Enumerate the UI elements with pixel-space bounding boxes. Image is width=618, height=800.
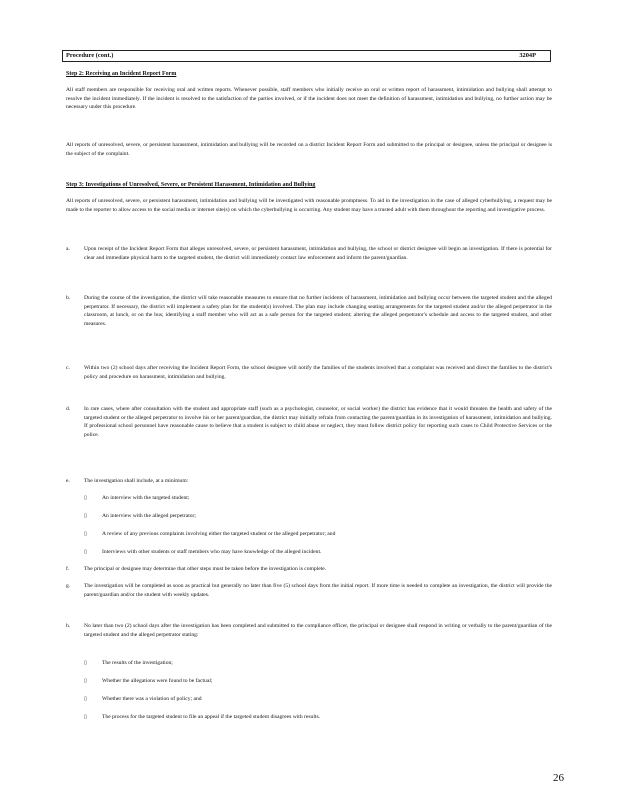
list-item: ▯ An interview with the alleged perpetrator; <box>84 513 196 519</box>
bullet-icon: ▯ <box>84 513 87 519</box>
list-item: ▯ Interviews with other students or staff members who may have knowledge of the alleged incident. <box>84 549 322 555</box>
list-item: ▯ A review of any previous complaints involving either the targeted student or the alleged perpetrator; and <box>84 531 336 537</box>
step2-paragraph-2: All reports of unresolved, severe, or persistent harassment, intimidation and bullying will be recorded on a district Incident Report Form and submitted to the principal or designee, unless the principal or designee is the subject of the complaint. <box>66 142 552 157</box>
procedure-header <box>62 50 551 62</box>
list-item: ▯ Whether the allegations were found to be factual; <box>84 678 213 684</box>
list-item: ▯ The process for the targeted student to file an appeal if the targeted student disagrees with results. <box>84 714 321 720</box>
bullet-icon: ▯ <box>84 714 87 720</box>
step3-title: Step 3: Investigations of Unresolved, Severe, or Persistent Harassment, Intimidation and Bullying <box>66 182 316 188</box>
step2-paragraph-1: All staff members are responsible for receiving oral and written reports. Whenever possible, staff members who initially receive an oral or written report of harassment, intimidation and bullying shall attempt to resolve the incident immediately. If the incident is resolved to the satisfaction of the parties involved, or if the incident does not meet the definition of harassment, intimidation and bullying, no further action may be necessary under this procedure. <box>66 87 552 111</box>
policy-code: 3204P <box>519 52 536 59</box>
page-number: 26 <box>553 772 564 784</box>
bullet-icon: ▯ <box>84 678 87 684</box>
bullet-icon: ▯ <box>84 495 87 501</box>
list-item: ▯ An interview with the targeted student; <box>84 495 190 501</box>
bullet-icon: ▯ <box>84 696 87 702</box>
list-item-a: a. Upon receipt of the Incident Report Form that alleges unresolved, severe, or persistent harassment, intimidation and bullying, the school or district designee will begin an investigation. If there is potential for clear and immediate physical harm to the targeted student, the district will immediately contact law enforcement and inform the parent/guardian. <box>66 246 552 261</box>
bullet-icon: ▯ <box>84 660 87 666</box>
list-item: ▯ The results of the investigation; <box>84 660 173 666</box>
list-item-h: h. No later than two (2) school days after the investigation has been completed and submitted to the compliance officer, the principal or designee shall respond in writing or verbally to the parent/guardian of the targeted student and the alleged perpetrator stating: <box>66 623 552 638</box>
list-item-e: e. The investigation shall include, at a minimum: <box>66 478 189 484</box>
bullet-icon: ▯ <box>84 549 87 555</box>
list-item-g: g. The investigation will be completed as soon as practical but generally no later than five (5) school days from the initial report. If more time is needed to complete an investigation, the district will provide the parent/guardian and/or the student with weekly updates. <box>66 583 552 598</box>
list-item: ▯ Whether there was a violation of policy; and <box>84 696 202 702</box>
list-item-d: d. In rare cases, where after consultation with the student and appropriate staff (such as a psychologist, counselor, or social worker) the district has evidence that it would threaten the health and safety of the targeted student or the alleged perpetrator to involve his or her parent/guardian, the district may initially refrain from contacting the parent/guardian in its investigation of harassment, intimidation and bullying. If professional school personnel have reasonable cause to believe that a student is subject to child abuse or neglect, they must follow district policy for reporting such cases to Child Protective Services or the police. <box>66 406 552 438</box>
list-item-b: b. During the course of the investigation, the district will take reasonable measures to ensure that no further incidents of harassment, intimidation and bullying occur between the targeted student and the alleged perpetrator. If necessary, the district will implement a safety plan for the student(s) involved. The plan may include changing seating arrangements for the targeted student and/or the alleged perpetrator in the classroom, at lunch, or on the bus; identifying a staff member who will act as a safe person for the targeted student; altering the alleged perpetrator's schedule and access to the targeted student, and other measures. <box>66 295 552 327</box>
list-item-f: f. The principal or designee may determine that other steps must be taken before the investigation is complete. <box>66 566 327 572</box>
step3-paragraph-1: All reports of unresolved, severe, or persistent harassment, intimidation and bullying will be investigated with reasonable promptness. To aid in the investigation in the case of alleged cyberbullying, a request may be made to the reporter to allow access to the social media or internet site(s) on which the cyberbullying is occurring. Any student may have a trusted adult with them throughout the reporting and investigative process. <box>66 198 552 213</box>
procedure-label: Procedure (cont.) <box>66 52 114 59</box>
list-item-c: c. Within two (2) school days after receiving the Incident Report Form, the school designee will notify the families of the students involved that a complaint was received and direct the families to the district's policy and procedure on harassment, intimidation and bullying. <box>66 365 552 380</box>
bullet-icon: ▯ <box>84 531 87 537</box>
step2-title: Step 2: Receiving an Incident Report Form <box>66 71 177 77</box>
